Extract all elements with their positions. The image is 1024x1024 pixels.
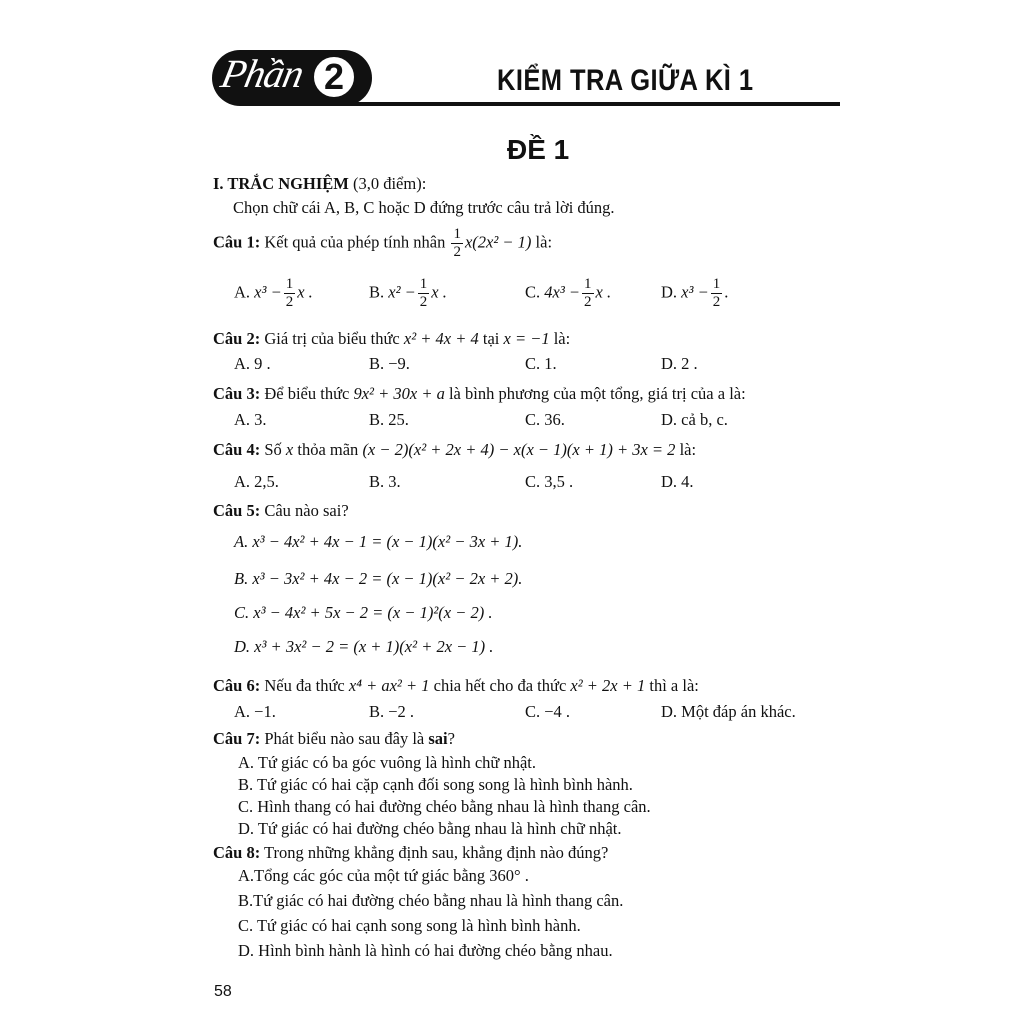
- part-word: Phần: [217, 51, 308, 96]
- fraction: $\frac{1}{2}$: [453, 226, 461, 260]
- q7-option-a: A. Tứ giác có ba góc vuông là hình chữ nhật.: [238, 753, 537, 772]
- q3-option-b: B. 25.: [369, 410, 409, 429]
- question-6: Câu 6: Nếu đa thức x⁴ + ax² + 1 chia hết cho đa thức x² + 2x + 1 thì a là:: [213, 676, 699, 695]
- q6-option-c: C. −4 .: [525, 702, 571, 721]
- q1-option-c: C. 4x³ − $\frac{1}{2}$ x .: [525, 276, 612, 310]
- section-heading: I. TRẮC NGHIỆM: [213, 174, 349, 193]
- question-label: Câu 1:: [213, 232, 261, 252]
- q2-option-a: A. 9 .: [234, 354, 271, 373]
- q1-option-a: A. x³ − $\frac{1}{2}$ x .: [234, 276, 313, 310]
- q8-option-a: A.Tổng các góc của một tứ giác bằng 360° .: [238, 866, 529, 885]
- header-rule: [340, 102, 840, 106]
- question-4: Câu 4: Số x thỏa mãn (x − 2)(x² + 2x + 4) − x(x − 1)(x + 1) + 3x = 2 là:: [213, 440, 697, 459]
- part-number: 2: [311, 54, 357, 100]
- q2-option-b: B. −9.: [369, 354, 410, 373]
- page-number: 58: [214, 983, 232, 1000]
- q6-option-d: D. Một đáp án khác.: [661, 702, 796, 721]
- q2-option-c: C. 1.: [525, 354, 557, 373]
- question-1: [213, 226, 552, 261]
- section-points: (3,0 điểm):: [352, 174, 427, 193]
- q7-option-c: C. Hình thang có hai đường chéo bằng nhau là hình thang cân.: [238, 797, 651, 816]
- question-2: Câu 2: Giá trị của biểu thức x² + 4x + 4 tại x = −1 là:: [213, 329, 571, 348]
- q5-option-b: B. x³ − 3x² + 4x − 2 = (x − 1)(x² − 2x + 2).: [234, 569, 523, 588]
- math-expression: 9x² + 30x + a: [353, 384, 445, 403]
- q4-option-a: A. 2,5.: [234, 472, 279, 491]
- question-text: Kết quả của phép tính nhân: [264, 232, 446, 252]
- math-expression: x(2x² − 1): [464, 232, 532, 252]
- q5-option-c: C. x³ − 4x² + 5x − 2 = (x − 1)²(x − 2) .: [234, 603, 493, 622]
- q3-option-a: A. 3.: [234, 410, 267, 429]
- exam-title: ĐỀ 1: [507, 134, 570, 165]
- q6-option-a: A. −1.: [234, 702, 276, 721]
- question-3: Câu 3: Để biểu thức 9x² + 30x + a là bình phương của một tổng, giá trị của a là:: [213, 384, 746, 403]
- q3-option-d: D. cả b, c.: [661, 410, 728, 429]
- q1-option-b: B. x² − $\frac{1}{2}$ x .: [369, 276, 447, 310]
- math-expression: x⁴ + ax² + 1: [348, 676, 430, 695]
- question-7: Câu 7: Phát biểu nào sau đây là sai?: [213, 729, 455, 748]
- q5-option-a: A. x³ − 4x² + 4x − 1 = (x − 1)(x² − 3x + 1).: [234, 532, 523, 551]
- instructions: Chọn chữ cái A, B, C hoặc D đứng trước câu trả lời đúng.: [233, 198, 615, 217]
- q6-option-b: B. −2 .: [369, 702, 415, 721]
- question-tail: là:: [535, 232, 553, 252]
- question-8: Câu 8: Trong những khẳng định sau, khẳng định nào đúng?: [213, 843, 609, 862]
- math-expression: (x − 2)(x² + 2x + 4) − x(x − 1)(x + 1) + 3x = 2: [362, 440, 676, 459]
- q7-option-d: D. Tứ giác có hai đường chéo bằng nhau là hình chữ nhật.: [238, 819, 622, 838]
- q1-option-d: D. x³ − $\frac{1}{2}$ .: [661, 276, 729, 310]
- q8-option-d: D. Hình bình hành là hình có hai đường chéo bằng nhau.: [238, 941, 613, 960]
- section-heading-line: [213, 174, 426, 194]
- q4-option-c: C. 3,5 .: [525, 472, 574, 491]
- q7-option-b: B. Tứ giác có hai cặp cạnh đối song song là hình bình hành.: [238, 775, 633, 794]
- q5-option-d: D. x³ + 3x² − 2 = (x + 1)(x² + 2x − 1) .: [234, 637, 494, 656]
- q8-option-b: B.Tứ giác có hai đường chéo bằng nhau là hình thang cân.: [238, 891, 624, 910]
- q4-option-b: B. 3.: [369, 472, 401, 491]
- q3-option-c: C. 36.: [525, 410, 565, 429]
- math-expression: x² + 4x + 4: [403, 329, 479, 348]
- question-5: Câu 5: Câu nào sai?: [213, 501, 349, 520]
- q2-option-d: D. 2 .: [661, 354, 698, 373]
- q8-option-c: C. Tứ giác có hai cạnh song song là hình bình hành.: [238, 916, 581, 935]
- q4-option-d: D. 4.: [661, 472, 694, 491]
- section-title: KIỂM TRA GIỮA KÌ 1: [497, 64, 754, 97]
- math-expression: x² + 2x + 1: [570, 676, 646, 695]
